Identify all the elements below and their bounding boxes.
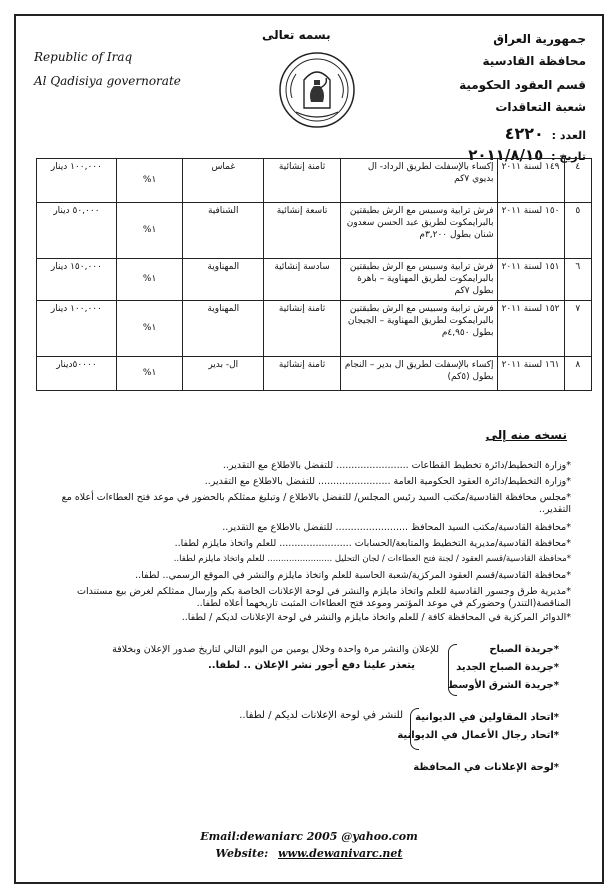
footer-website-row	[14, 847, 604, 860]
header-ar-department: قسم العقود الحكومية	[459, 78, 586, 92]
cell-area: غماس	[183, 159, 264, 203]
cell-fee: ١٠٠,٠٠٠ دينار	[37, 159, 117, 203]
cell-fee: ١٥٠,٠٠٠ دينار	[37, 259, 117, 301]
table-row	[37, 259, 592, 301]
cell-percent: ١%	[116, 259, 182, 301]
copy-line: *مجلس محافظة القادسية/مكتب السيد رئيس المجلس/ للتفضل بالاطلاع / وتبليغ ممثلكم بالحضور في موعد فتح العطاءات أعلاه مع التقدير..	[61, 492, 571, 515]
cell-percent: ١%	[116, 357, 182, 391]
cell-plan-no: ١٦١ لسنة ٢٠١١	[497, 357, 564, 391]
reference-number-label: العدد :	[551, 129, 586, 142]
governorate-emblem	[274, 50, 360, 130]
newspaper-item: *جريدة الصباح	[489, 644, 559, 655]
basmala: بسمه تعالى	[262, 28, 331, 42]
copy-line: *محافظة القادسية/قسم العقود / لجنة فتح العطاءات / لجان التحليل ........................ للعلم واتخاذ مايلزم لطفا..	[173, 554, 571, 564]
table-row	[37, 159, 592, 203]
cell-description: فرش ترابية وسبيس مع الرش بطبقتين بالبرايمكوت لطريق المهناوية – الجيجان بطول ٤,٩٥٠م	[340, 301, 497, 357]
copy-line: *محافظة القادسية/مديرية التخطيط والمتابعة/الحسابات ........................ للعلم واتخاذ مايلزم لطفا..	[174, 538, 571, 549]
header-ar-governorate: محافظة القادسية	[482, 54, 586, 68]
header-en-governorate: Al Qadisiya governorate	[34, 74, 181, 88]
cell-no: ٧	[564, 301, 591, 357]
unions-brace	[410, 708, 419, 750]
cell-description: فرش ترابية وسبيس مع الرش بطبقتين بالبرايمكوت لطريق المهناوية – باهرة بطول ٧كم	[340, 259, 497, 301]
cell-category: ثامنة إنشائية	[264, 159, 341, 203]
cell-fee: ١٠٠,٠٠٠ دينار	[37, 301, 117, 357]
reference-number-row	[505, 124, 586, 143]
copy-line: *وزارة التخطيط/دائرة تخطيط القطاعات ........................ للتفضل بالاطلاع مع التقدير..	[222, 460, 571, 471]
cell-description: فرش ترابية وسبيس مع الرش بطبقتين بالبرايمكوت لطريق عبد الحسن سعدون شنان بطول ٣,٢٠٠م	[340, 203, 497, 259]
unions-note: للنشر في لوحة الإعلانات لديكم / لطفا..	[239, 710, 403, 721]
newspapers-brace	[448, 644, 457, 696]
cell-no: ٥	[564, 203, 591, 259]
tenders-table-body	[37, 159, 592, 391]
footer-website-label: Website:	[215, 847, 269, 860]
cell-area: المهناوية	[183, 301, 264, 357]
header-ar-country: جمهورية العراق	[493, 32, 586, 46]
cell-no: ٨	[564, 357, 591, 391]
copies-heading: نسخه منه إلى	[485, 428, 567, 442]
union-item: *اتحاد رجال الأعمال في الديوانية	[397, 730, 559, 741]
document-page	[14, 14, 604, 884]
table-row	[37, 357, 592, 391]
cell-category: سادسة إنشائية	[264, 259, 341, 301]
header-ar-section: شعبة التعاقدات	[495, 100, 586, 114]
cell-plan-no: ١٤٩ لسنة ٢٠١١	[497, 159, 564, 203]
newspaper-item: *جريدة الصباح الجديد	[456, 662, 559, 673]
cell-area: المهناوية	[183, 259, 264, 301]
cell-description: إكساء بالإسفلت لطريق ال بدير – النجام بطول (٥كم)	[340, 357, 497, 391]
reference-number-value: ٤٢٢٠	[504, 124, 544, 143]
copy-line: *محافظة القادسية/قسم العقود المركزية/شعبة الحاسبة للعلم واتخاذ مايلزم والنشر في الموقع الرسمي.. لطفا..	[135, 570, 571, 581]
footer-email: Email:dewaniarc 2005 @yahoo.com	[200, 830, 418, 843]
header-en-country: Republic of Iraq	[34, 50, 133, 64]
table-row	[37, 203, 592, 259]
date-value: ٢٠١١/٨/١٥	[468, 146, 544, 164]
cell-description: إكساء بالإسفلت لطريق الرداد- ال بديوي ٧كم	[340, 159, 497, 203]
cell-no: ٤	[564, 159, 591, 203]
cell-category: تاسعة إنشائية	[264, 203, 341, 259]
cell-fee: ٥٠٠٠٠دينار	[37, 357, 117, 391]
copy-line: *مديرية طرق وجسور القادسية للعلم واتخاذ مايلزم والنشر في لوحة الإعلانات الخاصة بكم وإرسال ممثلكم لغرض بيع مستندات المناقصة(التندر) وحضوركم في موعد المؤتمر وموعد فتح العطاءات المثبت تاريخهما أعلاه لطفا..	[77, 586, 571, 609]
cell-percent: ١%	[116, 203, 182, 259]
cell-category: ثامنة إنشائية	[264, 357, 341, 391]
cell-plan-no: ١٥٢ لسنة ٢٠١١	[497, 301, 564, 357]
newspaper-item: *جريدة الشرق الأوسط	[447, 680, 559, 691]
announcement-board: *لوحة الإعلانات في المحافظة	[413, 762, 559, 773]
cell-area: الشنافية	[183, 203, 264, 259]
cell-plan-no: ١٥٠ لسنة ٢٠١١	[497, 203, 564, 259]
cell-percent: ١%	[116, 159, 182, 203]
copy-line: *الدوائر المركزية في المحافظة كافة / للعلم واتخاذ مايلزم والنشر في لوحة الإعلانات لديكم / لطفا..	[181, 612, 571, 623]
table-row	[37, 301, 592, 357]
newspapers-note-1: للإعلان والنشر مرة واحدة وخلال يومين من اليوم التالي لتاريخ صدور الإعلان وبخلافة	[112, 644, 439, 655]
cell-area: ال- بدير	[183, 357, 264, 391]
footer-website-link[interactable]: www.dewanivarc.net	[278, 847, 403, 860]
copy-line: *وزارة التخطيط/دائرة العقود الحكومية العامة ........................ للتفضل بالاطلاع مع التقدير..	[204, 476, 571, 487]
newspapers-note-2: يتعذر علينا دفع أجور نشر الإعلان .. لطفا..	[207, 660, 415, 671]
tenders-table	[36, 158, 592, 391]
date-label: تاريخ :	[551, 150, 586, 163]
union-item: *اتحاد المقاولين في الديوانية	[415, 712, 559, 723]
cell-plan-no: ١٥١ لسنة ٢٠١١	[497, 259, 564, 301]
cell-fee: ٥٠,٠٠٠ دينار	[37, 203, 117, 259]
cell-percent: ١%	[116, 301, 182, 357]
cell-category: ثامنة إنشائية	[264, 301, 341, 357]
copy-line: *محافظة القادسية/مكتب السيد المحافظ ........................ للتفضل بالاطلاع مع التقدير..	[222, 522, 571, 533]
cell-no: ٦	[564, 259, 591, 301]
